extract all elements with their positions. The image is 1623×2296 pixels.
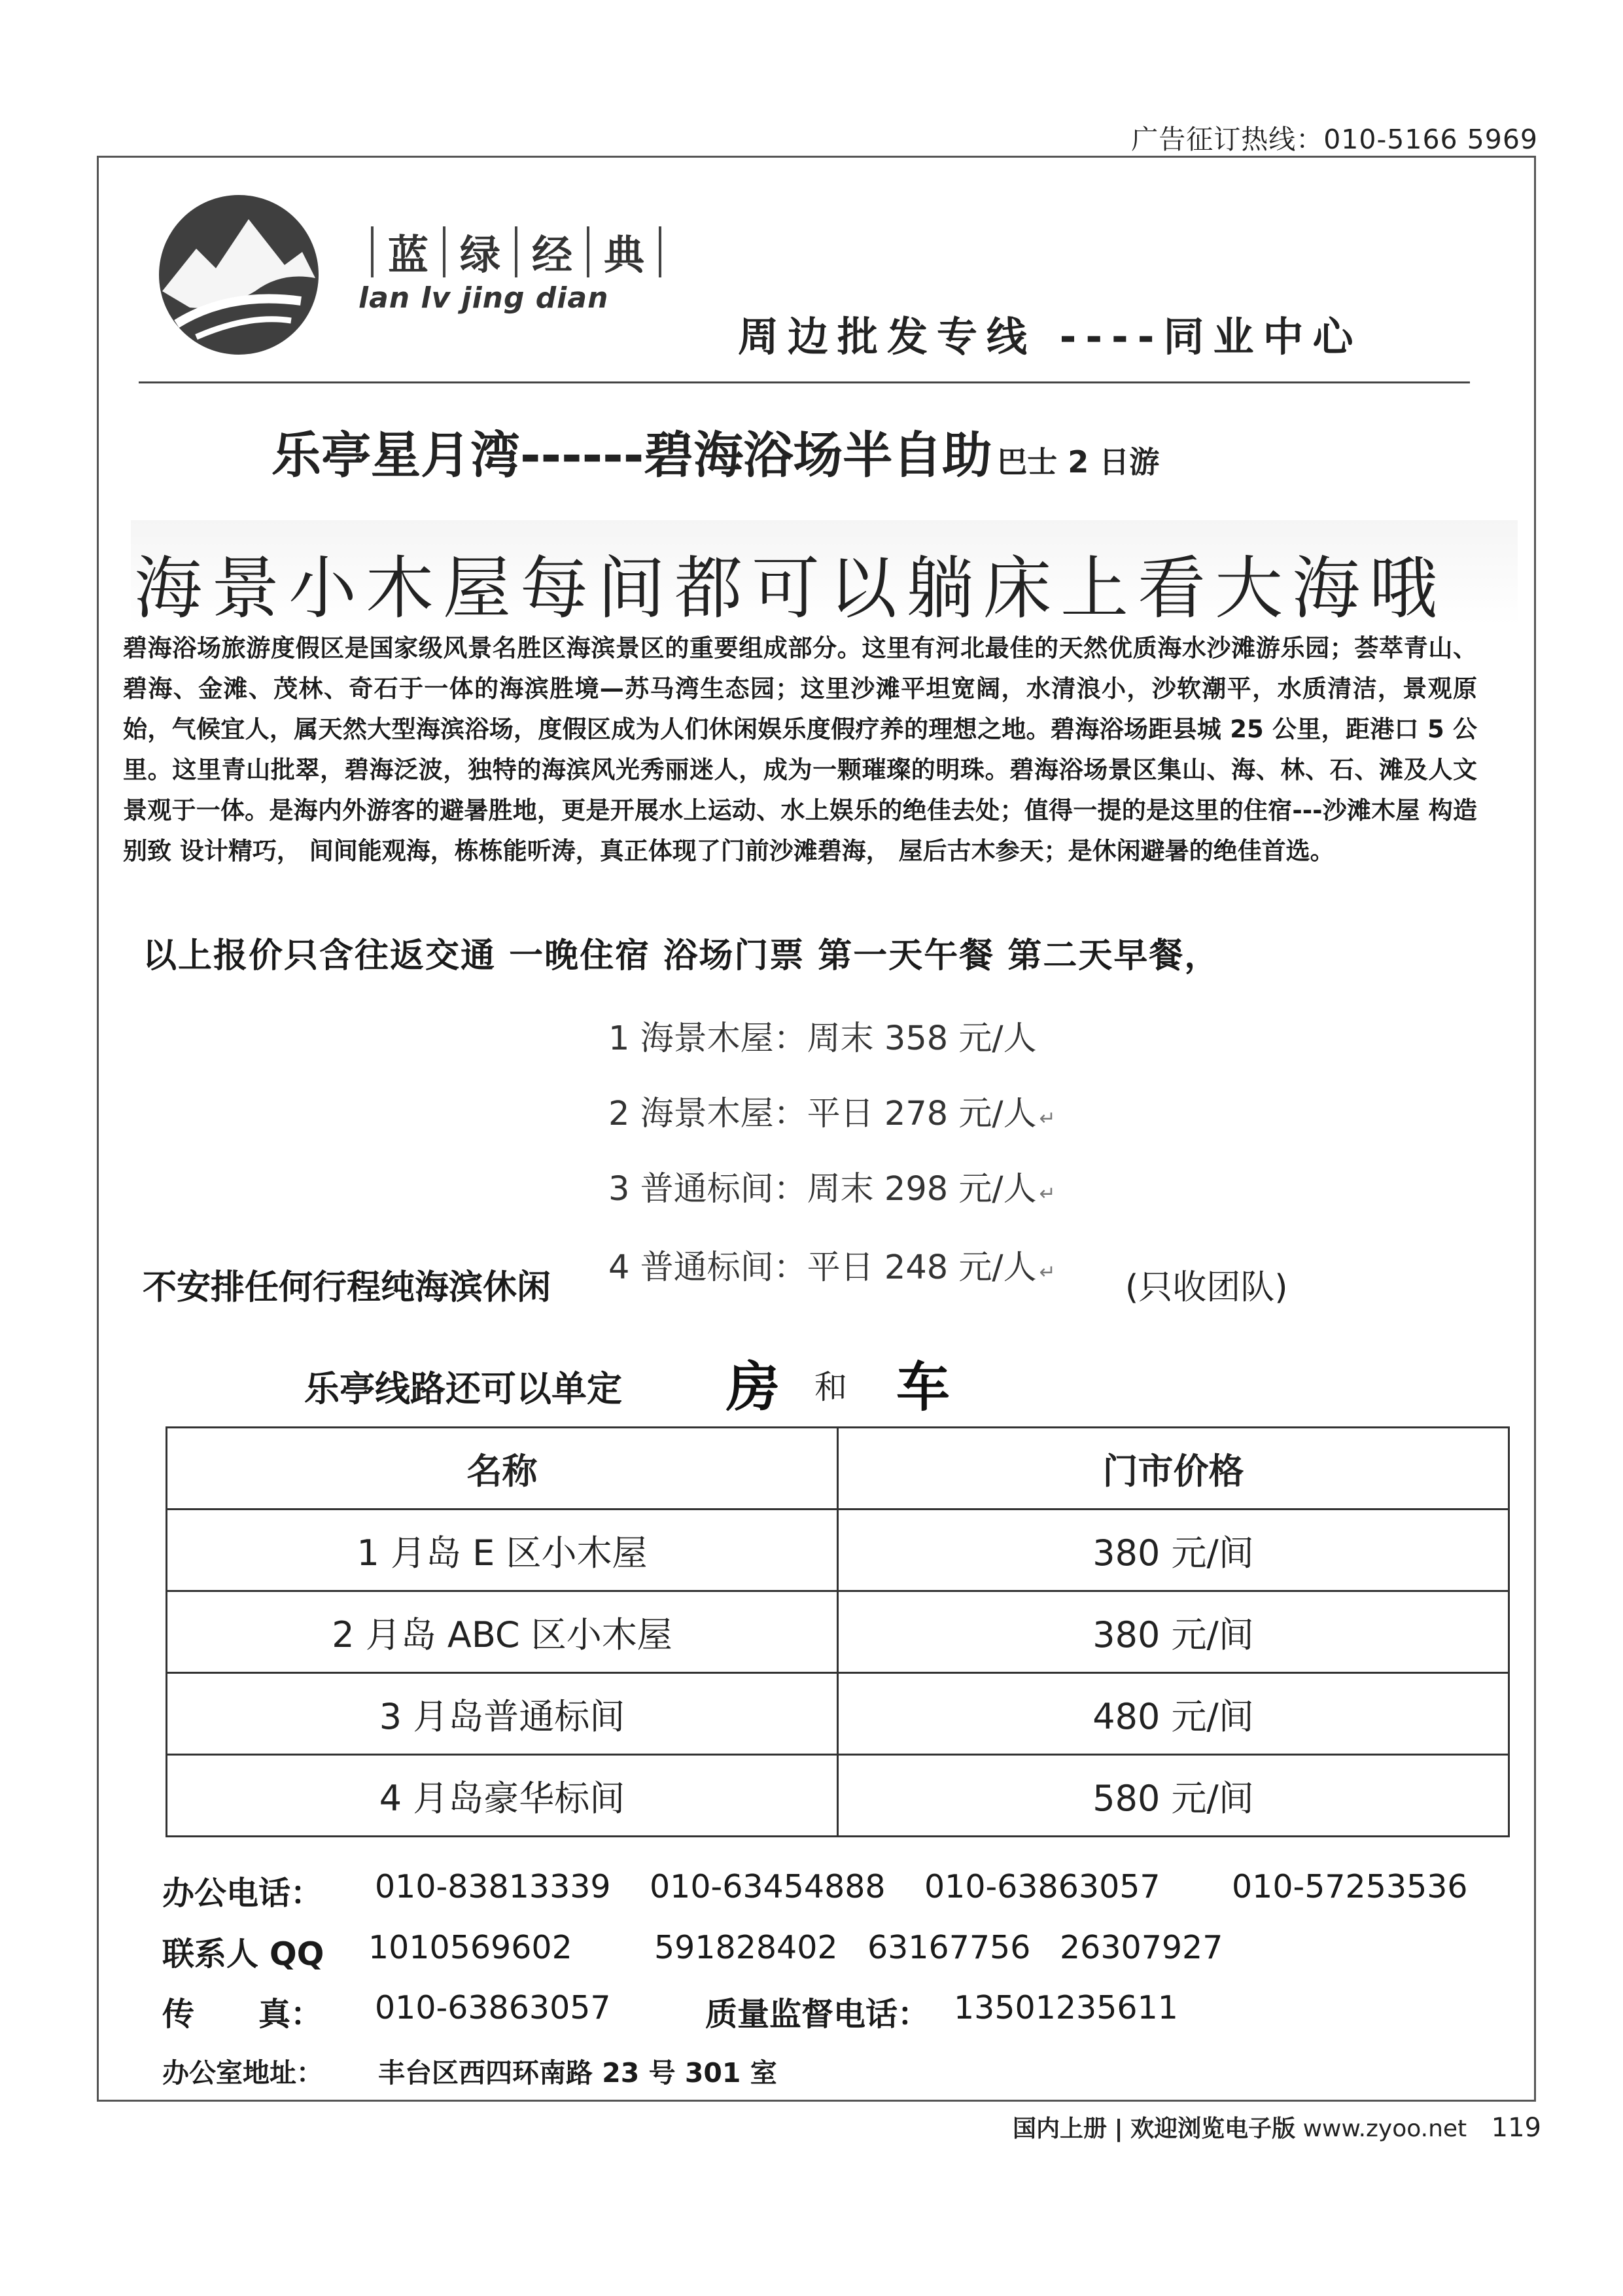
address-row <box>162 2051 1503 2090</box>
price-option <box>608 1011 1039 1059</box>
fax-label: 传 真： <box>162 1996 323 2033</box>
footer-welcome: 欢迎浏览电子版 <box>1130 2115 1296 2142</box>
banner-headline: 海景小木屋每间都可以躺床上看大海哦 <box>134 548 1447 628</box>
brand-name <box>357 222 676 281</box>
page-footer <box>1013 2110 1541 2144</box>
tour-title <box>271 415 1159 487</box>
qq-label: 联系人 QQ <box>162 1935 324 1973</box>
column-header-name: 名称 <box>167 1428 838 1510</box>
booking-note: 乐亭线路还可以单定 <box>304 1368 622 1409</box>
return-mark-icon: ↵ <box>1039 1107 1056 1130</box>
footer-url: www.zyoo.net <box>1302 2115 1467 2142</box>
brand-divider <box>659 226 661 277</box>
office-phone-row <box>162 1868 1503 1914</box>
price-option <box>608 1086 1056 1135</box>
booking-and: 和 <box>814 1368 847 1406</box>
supervision-phone: 13501235611 <box>954 1989 1178 2026</box>
price-option-text: 1 海景木屋：周末 358 元/人 <box>608 1019 1037 1058</box>
booking-car: 车 <box>896 1356 951 1419</box>
room-price-cell: 380 元/间 <box>838 1510 1509 1591</box>
price-option-text: 3 普通标间：周末 298 元/人 <box>608 1170 1037 1209</box>
brand-char: 典 <box>604 231 645 279</box>
group-only-note: (只收团队) <box>1125 1268 1288 1307</box>
brand-divider <box>371 226 374 277</box>
brand-divider <box>443 226 445 277</box>
leisure-note: 不安排任何行程纯海滨休闲 <box>143 1268 551 1307</box>
contact-qq: 63167756 <box>867 1929 1031 1966</box>
brand-divider <box>515 226 517 277</box>
room-name-cell: 4 月岛豪华标间 <box>167 1755 838 1837</box>
room-price-cell: 580 元/间 <box>838 1755 1509 1837</box>
table-row <box>167 1673 1509 1755</box>
contact-qq: 1010569602 <box>368 1929 572 1966</box>
table-header-row <box>167 1428 1509 1510</box>
room-name-cell: 3 月岛普通标间 <box>167 1673 838 1755</box>
fax-row <box>162 1989 1503 2035</box>
office-address: 丰台区西四环南路 23 号 301 室 <box>378 2057 777 2089</box>
office-phone: 010-83813339 <box>375 1868 611 1905</box>
brand-divider <box>587 226 589 277</box>
office-phone: 010-63863057 <box>924 1868 1161 1905</box>
table-row <box>167 1755 1509 1837</box>
address-label: 办公室地址： <box>162 2057 323 2089</box>
price-option-text: 2 海景木屋：平日 278 元/人 <box>608 1095 1037 1133</box>
footer-separator: | <box>1114 2115 1123 2142</box>
footer-section: 国内上册 <box>1013 2115 1108 2142</box>
header-divider <box>139 381 1470 383</box>
office-phone-label: 办公电话： <box>162 1875 323 1912</box>
room-name-cell: 1 月岛 E 区小木屋 <box>167 1510 838 1591</box>
office-phone: 010-63454888 <box>650 1868 886 1905</box>
brand-pinyin: lan lv jing dian <box>358 281 609 315</box>
brand-char: 经 <box>532 231 573 279</box>
ad-hotline: 广告征订热线：010-5166 5969 <box>1131 124 1538 155</box>
office-phone: 010-57253536 <box>1232 1868 1468 1905</box>
brand-char: 绿 <box>460 231 501 279</box>
room-price-cell: 380 元/间 <box>838 1591 1509 1673</box>
price-option <box>608 1240 1056 1288</box>
tour-title-main: 乐亭星月湾------碧海浴场半自助 <box>271 426 992 484</box>
resort-description: 碧海浴场旅游度假区是国家级风景名胜区海滨景区的重要组成部分。这里有河北最佳的天然优质海水沙滩游乐园；荟萃青山、碧海、金滩、茂林、奇石于一体的海滨胜境—苏马湾生态园；这里沙滩平坦宽阔，水清浪小，沙软潮平，水质清洁，景观原始，气候宜人，属天然大型海滨浴场，度假区成为人们休闲娱乐度假疗养的理想之地。碧海浴场距县城 25 公里，距港口 5 公里。这里青山批翠，碧海泛波，独特的海滨风光秀丽迷人，成为一颗璀璨的明珠。碧海浴场景区集山、海、林、石、滩及人文景观于一体。是海内外游客的避暑胜地，更是开展水上运动、水上娱乐的绝佳去处；值得一提的是这里的住宿---沙滩木屋 构造别致 设计精巧， 间间能观海，栋栋能听涛，真正体现了门前沙滩碧海， 屋后古木参天；是休闲避暑的绝佳首选。 <box>123 634 1477 865</box>
brand-char: 蓝 <box>388 231 429 279</box>
tour-title-suffix: 巴士 2 日游 <box>997 444 1160 480</box>
room-name-cell: 2 月岛 ABC 区小木屋 <box>167 1591 838 1673</box>
column-header-price: 门市价格 <box>838 1428 1509 1510</box>
return-mark-icon: ↵ <box>1039 1182 1056 1205</box>
brand-slogan: 周边批发专线 ----同业中心 <box>738 313 1363 361</box>
page-number: 119 <box>1491 2113 1541 2143</box>
fax-number: 010-63863057 <box>375 1989 611 2026</box>
price-option <box>608 1161 1056 1210</box>
contact-qq: 26307927 <box>1060 1929 1223 1966</box>
room-price-cell: 480 元/间 <box>838 1673 1509 1755</box>
booking-room: 房 <box>726 1356 780 1419</box>
price-option-text: 4 普通标间：平日 248 元/人 <box>608 1248 1037 1287</box>
mountain-logo-icon <box>150 193 327 357</box>
table-row <box>167 1510 1509 1591</box>
return-mark-icon: ↵ <box>1039 1261 1056 1284</box>
room-price-table <box>166 1426 1510 1837</box>
supervision-label: 质量监督电话： <box>705 1996 930 2033</box>
table-row <box>167 1591 1509 1673</box>
qq-row <box>162 1929 1503 1975</box>
contact-qq: 591828402 <box>654 1929 838 1966</box>
price-inclusion-note: 以上报价只含往返交通 一晚住宿 浴场门票 第一天午餐 第二天早餐， <box>143 936 1220 976</box>
